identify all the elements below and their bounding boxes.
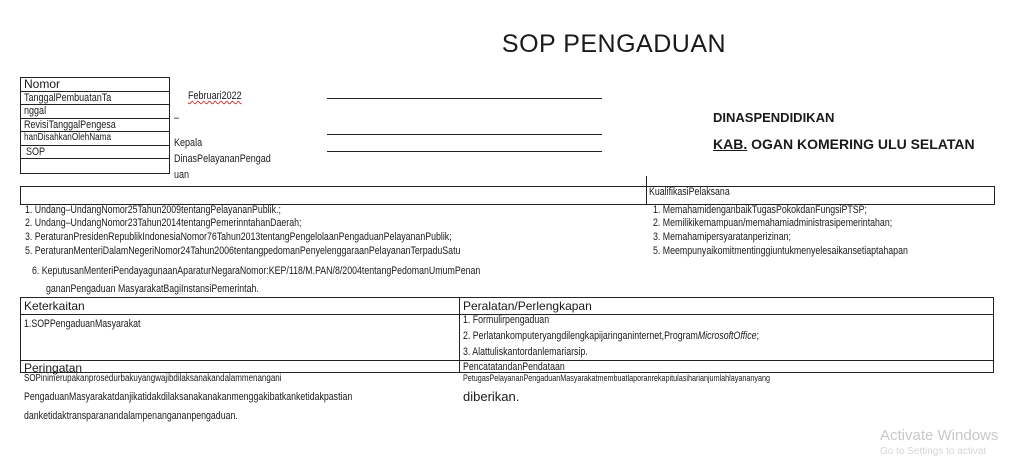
peralatan-item: 1. Formulirpengaduan <box>463 314 550 326</box>
legal-item: 2. Undang–UndangNomor23Tahun2014tentangPemerinntahanDaerah; <box>25 217 302 229</box>
peringatan-line: PengaduanMasyarakatdanjikatidakdilaksanakanakanmenggakibatkanketidakpastian <box>24 391 353 403</box>
pencatatan-header: PencatatandanPendataan <box>463 361 565 373</box>
pencatatan-line: diberikan. <box>463 389 520 404</box>
value-tanggal: Februari2022 <box>188 90 242 102</box>
legal-item: 6. KeputusanMenteriPendayagunaanAparaturNegaraNomor:KEP/118/M.PAN/8/2004tentangPedomanUmumPenan <box>32 265 481 277</box>
label-nomor: Nomor <box>24 77 61 91</box>
legal-item: 3. PeraturanPresidenRepublikIndonesiaNomor76Tahun2013tentangPengelolaanPengaduanPelayananPublik; <box>25 231 452 243</box>
label-tanggal-pembuatan-cont: nggal <box>24 105 47 117</box>
peringatan-line: danketidaktransparanandalampenangananpengaduan. <box>24 410 238 422</box>
pencatatan-line: PetugasPelayananPengaduanMasyarakatmembuatlaporanrekapitulasiharianjumlahlayananyang <box>463 373 771 383</box>
activation-watermark-sub: Go to Settings to activat <box>880 446 987 457</box>
kualifikasi-item: 1. MemahamidenganbaikTugasPokokdanFungsiPTSP; <box>653 204 867 216</box>
blank-line <box>327 134 602 135</box>
label-revisi: RevisiTanggalPengesa <box>24 119 116 131</box>
label-disahkan: hanDisahkanOlehNama <box>24 132 112 143</box>
peralatan-item: 2. Perlatankomputeryangdilengkapijaringaninternet,ProgramMicrosoftOffice; <box>463 330 759 342</box>
activation-watermark: Activate Windows <box>880 427 999 444</box>
value-disahkan: Kepala <box>174 137 203 149</box>
legal-basis-box <box>20 186 995 205</box>
blank-line <box>327 98 602 99</box>
legal-item: 1. Undang–UndangNomor25Tahun2009tentangPelayananPublik.; <box>25 204 281 216</box>
agency-name: DINASPENDIDIKAN <box>713 110 835 125</box>
keterkaitan-header: Keterkaitan <box>24 299 85 313</box>
agency-region: KAB. OGAN KOMERING ULU SELATAN <box>713 136 975 152</box>
blank-line <box>327 151 602 152</box>
kualifikasi-item: 3. Memahamipersyaratanperizinan; <box>653 231 791 243</box>
legal-item: 5. PeraturanMenteriDalamNegeriNomor24Tahun2006tentangpedomanPenyelenggaraanPelayananTerpaduSatu <box>25 245 461 257</box>
peringatan-line: SOPinimerupakanprosedurbakuyangwajibdilaksanakandalammenangani <box>24 373 282 384</box>
document-title: SOP PENGADUAN <box>501 30 727 58</box>
value-revisi: – <box>174 112 180 124</box>
label-sop: SOP <box>26 146 46 158</box>
peralatan-item: 3. Alattuliskantordanlemariarsip. <box>463 346 588 358</box>
peralatan-header: Peralatan/Perlengkapan <box>463 299 592 313</box>
keterkaitan-item: 1.SOPPengaduanMasyarakat <box>24 318 141 330</box>
kualifikasi-item: 5. Meempunyaikomitmentinggiuntukmenyelesaikansetiaptahapan <box>653 245 908 257</box>
value-sop-cont: uan <box>174 169 190 181</box>
value-sop: DinasPelayananPengad <box>174 153 271 165</box>
label-tanggal-pembuatan: TanggalPembuatanTa <box>24 92 112 104</box>
legal-item: gananPengaduan MasyarakatBagiInstansiPemerintah. <box>46 283 259 295</box>
kualifikasi-header: KualifikasiPelaksana <box>649 186 730 198</box>
kualifikasi-item: 2. Memilikikemampuan/memahamiadministrasipemerintahan; <box>653 217 893 229</box>
peringatan-header: Peringatan <box>24 361 83 375</box>
